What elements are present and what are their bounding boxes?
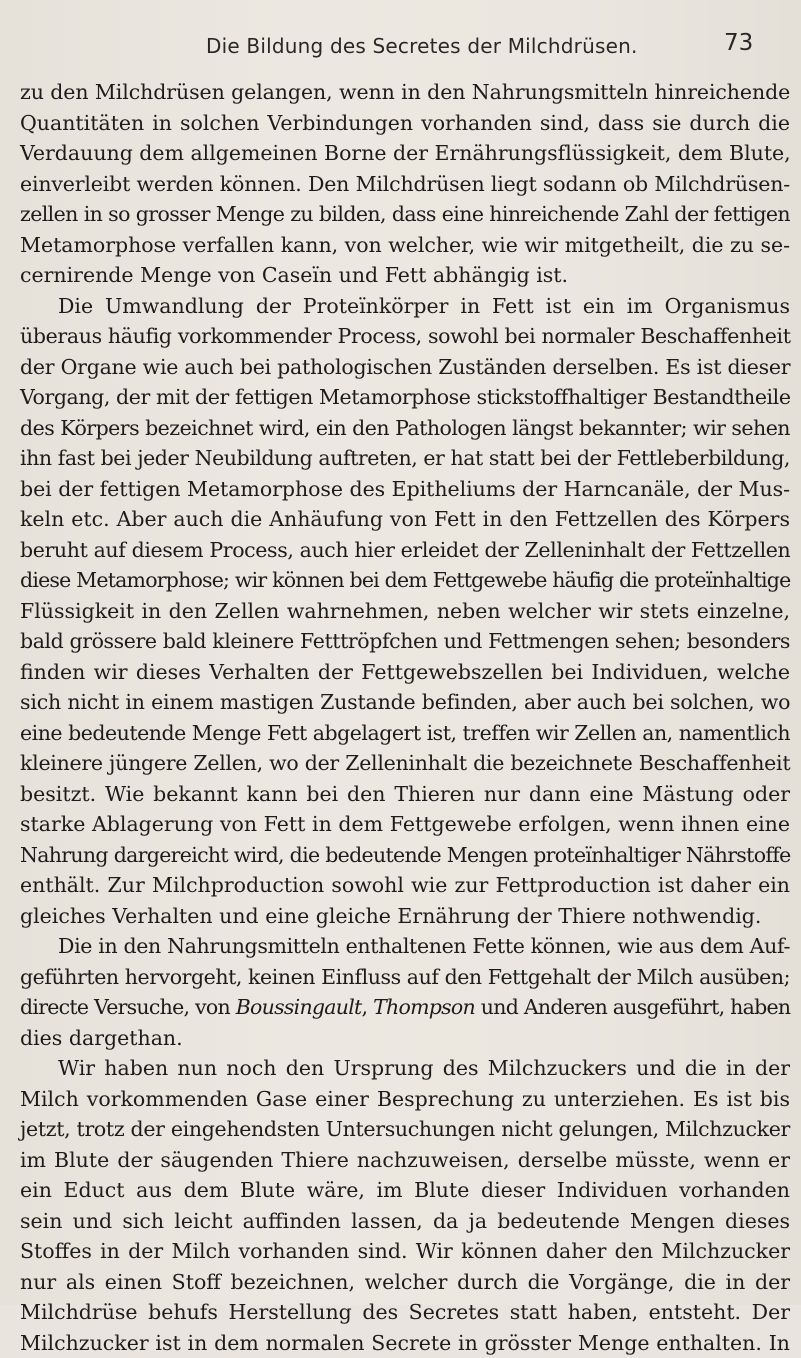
page-header: [0, 30, 801, 70]
text-segment: directe Versuche, von: [20, 995, 236, 1019]
text-line: Metamorphose verfallen kann, von welcher, wie wir mitgetheilt, die zu se-: [20, 230, 790, 261]
text-line: Vorgang, der mit der fettigen Metamorphose stickstoffhaltiger Bestandtheile: [20, 382, 790, 413]
text-line: cernirende Menge von Caseïn und Fett abhängig ist.: [20, 260, 790, 291]
text-line: einverleibt werden können. Den Milchdrüsen liegt sodann ob Milchdrüsen-: [20, 169, 790, 200]
text-line: dies dargethan.: [20, 1023, 790, 1054]
text-line: Verdauung dem allgemeinen Borne der Ernährungsflüssigkeit, dem Blute,: [20, 138, 790, 169]
text-line: ein Educt aus dem Blute wäre, im Blute dieser Individuen vorhanden: [20, 1175, 790, 1206]
text-line: kleinere jüngere Zellen, wo der Zelleninhalt die bezeichnete Beschaffenheit: [20, 748, 790, 779]
text-segment: ,: [362, 995, 374, 1019]
text-line: eine bedeutende Menge Fett abgelagert ist, treffen wir Zellen an, namentlich: [20, 718, 790, 749]
cited-author: Boussingault: [236, 995, 362, 1019]
text-line: Milch vorkommenden Gase einer Besprechung zu unterziehen. Es ist bis: [20, 1084, 790, 1115]
text-line: sein und sich leicht auffinden lassen, da ja bedeutende Mengen dieses: [20, 1206, 790, 1237]
text-line: Wir haben nun noch den Ursprung des Milchzuckers und die in der: [20, 1053, 790, 1084]
text-line: Die Umwandlung der Proteïnkörper in Fett ist ein im Organismus: [20, 291, 790, 322]
text-line: im Blute der säugenden Thiere nachzuweisen, derselbe müsste, wenn er: [20, 1145, 790, 1176]
text-line: des Körpers bezeichnet wird, ein den Pathologen längst bekannter; wir sehen: [20, 413, 790, 444]
text-line: der Organe wie auch bei pathologischen Zuständen derselben. Es ist dieser: [20, 352, 790, 383]
text-line: überaus häufig vorkommender Process, sowohl bei normaler Beschaffenheit: [20, 321, 790, 352]
text-line: besitzt. Wie bekannt kann bei den Thieren nur dann eine Mästung oder: [20, 779, 790, 810]
text-line: bei der fettigen Metamorphose des Epitheliums der Harncanäle, der Mus-: [20, 474, 790, 505]
body-text: [20, 77, 790, 1358]
text-line: finden wir dieses Verhalten der Fettgewebszellen bei Individuen, welche: [20, 657, 790, 688]
text-line: nur als einen Stoff bezeichnen, welcher durch die Vorgänge, die in der: [20, 1267, 790, 1298]
running-title: Die Bildung des Secretes der Milchdrüsen.: [206, 34, 638, 58]
text-line: beruht auf diesem Process, auch hier erleidet der Zelleninhalt der Fettzellen: [20, 535, 790, 566]
text-line: keln etc. Aber auch die Anhäufung von Fett in den Fettzellen des Körpers: [20, 504, 790, 535]
text-line: zellen in so grosser Menge zu bilden, dass eine hinreichende Zahl der fettigen: [20, 199, 790, 230]
text-line: Nahrung dargereicht wird, die bedeutende Mengen proteïnhaltiger Nährstoffe: [20, 840, 790, 871]
text-line: sich nicht in einem mastigen Zustande befinden, aber auch bei solchen, wo: [20, 687, 790, 718]
text-line: diese Metamorphose; wir können bei dem Fettgewebe häufig die proteïnhaltige: [20, 565, 790, 596]
text-line: Die in den Nahrungsmitteln enthaltenen Fette können, wie aus dem Auf-: [20, 931, 790, 962]
text-line: Flüssigkeit in den Zellen wahrnehmen, neben welcher wir stets einzelne,: [20, 596, 790, 627]
text-line-with-citations: [20, 992, 790, 1023]
text-line: gleiches Verhalten und eine gleiche Ernährung der Thiere nothwendig.: [20, 901, 790, 932]
text-line: ihn fast bei jeder Neubildung auftreten, er hat statt bei der Fettleberbildung,: [20, 443, 790, 474]
page-number: 73: [724, 30, 753, 56]
text-line: Quantitäten in solchen Verbindungen vorhanden sind, dass sie durch die: [20, 108, 790, 139]
text-line: enthält. Zur Milchproduction sowohl wie zur Fettproduction ist daher ein: [20, 870, 790, 901]
text-line: Milchdrüse behufs Herstellung des Secretes statt haben, entsteht. Der: [20, 1297, 790, 1328]
text-line: Stoffes in der Milch vorhanden sind. Wir können daher den Milchzucker: [20, 1236, 790, 1267]
text-line: Milchzucker ist in dem normalen Secrete in grösster Menge enthalten. In: [20, 1328, 790, 1358]
cited-author: Thompson: [373, 995, 475, 1019]
text-line: zu den Milchdrüsen gelangen, wenn in den Nahrungsmitteln hinreichende: [20, 77, 790, 108]
text-segment: und Anderen ausgeführt, haben: [475, 995, 790, 1019]
text-line: geführten hervorgeht, keinen Einfluss auf den Fettgehalt der Milch ausüben;: [20, 962, 790, 993]
text-line: bald grössere bald kleinere Fetttröpfchen und Fettmengen sehen; besonders: [20, 626, 790, 657]
text-line: starke Ablagerung von Fett in dem Fettgewebe erfolgen, wenn ihnen eine: [20, 809, 790, 840]
text-line: jetzt, trotz der eingehendsten Untersuchungen nicht gelungen, Milchzucker: [20, 1114, 790, 1145]
